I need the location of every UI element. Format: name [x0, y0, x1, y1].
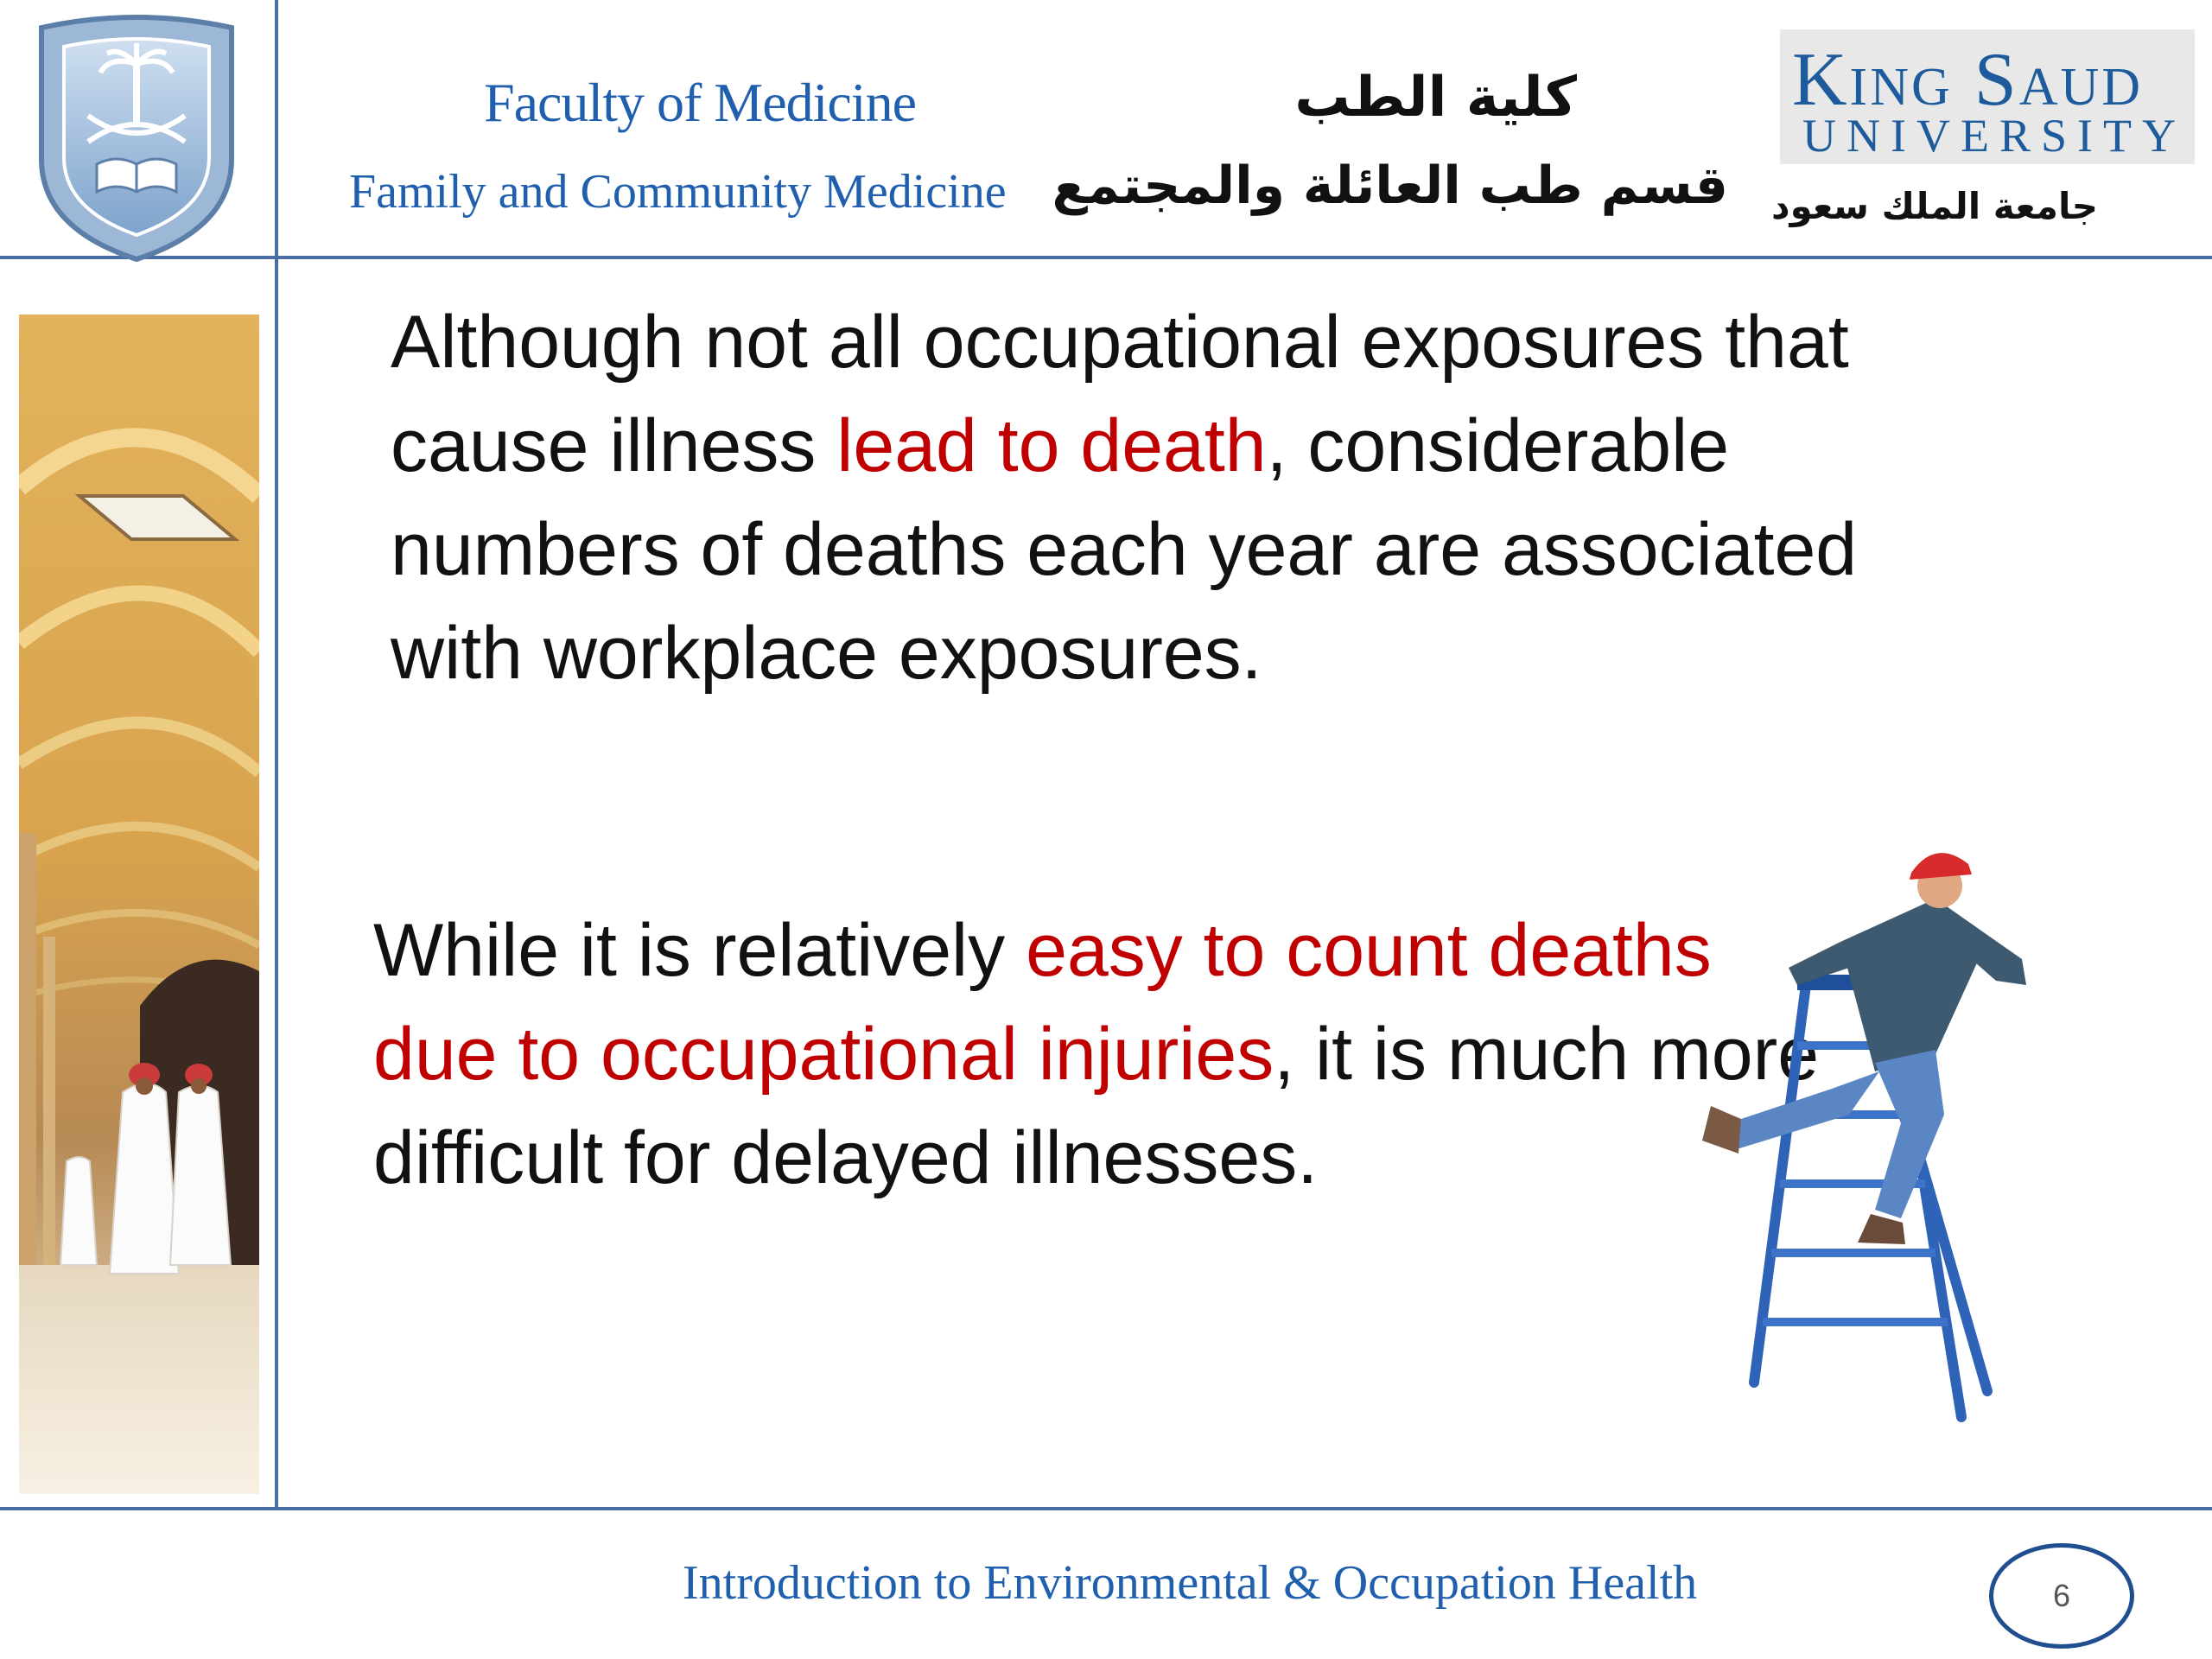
footer-divider — [0, 1507, 2212, 1510]
faculty-title: Faculty of Medicine — [484, 72, 916, 133]
page-number: 6 — [2052, 1578, 2071, 1613]
body-paragraph-2-highlight: easy to count deaths due to occupational injuries — [373, 909, 1712, 1096]
course-title-footer: Introduction to Environmental & Occupation Health — [683, 1556, 1698, 1610]
faculty-title-arabic: كلية الطب — [1294, 66, 1577, 130]
body-paragraph-2-text-end: , it is much more difficult for delayed illnesses. — [373, 1013, 1820, 1199]
campus-colonnade-photo — [19, 315, 259, 1494]
worker-falling-ladder-illustration — [1676, 830, 2074, 1452]
body-paragraph-1 — [391, 290, 1859, 705]
sidebar-divider — [275, 0, 278, 1510]
page-number-badge — [1989, 1543, 2134, 1649]
body-paragraph-1-text: Although not all occupational exposures that cause illness — [391, 301, 1849, 487]
university-seal-logo — [24, 12, 249, 263]
university-name-arabic: جامعة الملك سعود — [1771, 185, 2098, 227]
body-paragraph-2 — [373, 899, 1842, 1210]
header-divider — [0, 256, 2212, 259]
university-wordmark-line2: UNIVERSITY — [1802, 110, 2186, 162]
body-paragraph-2-text: While it is relatively — [373, 909, 1027, 992]
body-paragraph-1-text-end: , considerable numbers of deaths each year are associated with workplace exposures. — [391, 404, 1858, 695]
department-title-arabic: قسم طب العائلة والمجتمع — [1052, 156, 1728, 216]
body-paragraph-1-highlight: lead to death — [836, 404, 1267, 487]
department-title: Family and Community Medicine — [349, 165, 1007, 219]
university-wordmark-line1: King Saud — [1792, 38, 2144, 122]
